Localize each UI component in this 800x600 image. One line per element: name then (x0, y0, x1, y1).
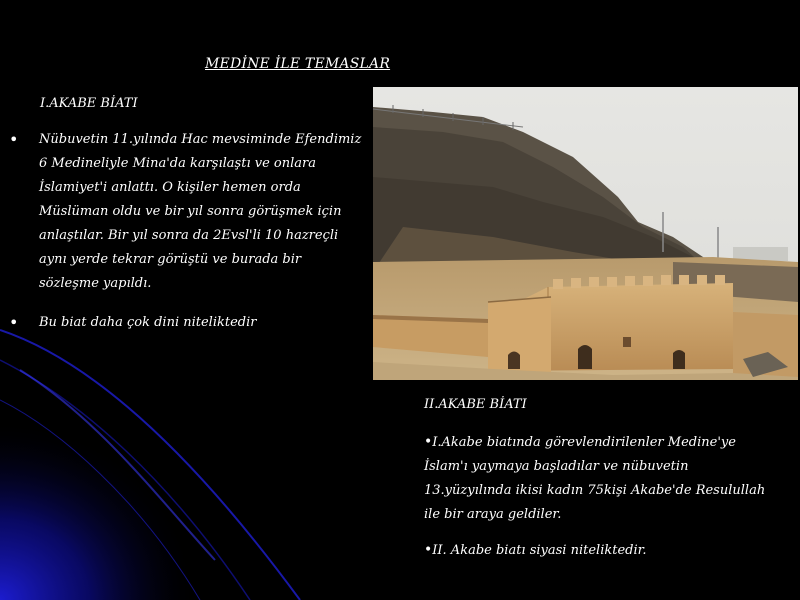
bullet-dot-icon: • (9, 130, 19, 149)
bullet-text: Nübuvetin 11.yılında Hac mevsiminde Efendimiz 6 Medineliyle Mina'da karşılaştı ve onlara İslamiyet'i anlattı. O kişiler hemen orda Müslüman oldu ve bir yıl sonra görüşmek için anlaştılar. Bir yıl sonra da 2Evsl'li 10 hazreçli aynı yerde tekrar görüştü ve burada bir sözleşme yapıldı. (39, 132, 362, 291)
section2-bullet-2 (424, 538, 779, 563)
bullet-text: I.Akabe biatında görevlendirilenler Medine'ye İslam'ı yaymaya başladılar ve nübuvetin 13.yüzyılında ikisi kadın 75kişi Akabe'de Resulullah ile bir araya geldiler. (424, 435, 766, 522)
photo-illustration (373, 87, 798, 380)
bullet-dot-icon: • (424, 434, 433, 450)
bullet-text: II. Akabe biatı siyasi niteliktedir. (432, 543, 647, 558)
bullet-text: Bu biat daha çok dini niteliktedir (39, 315, 257, 330)
section2-heading: II.AKABE BİATI (424, 397, 527, 412)
bullet-dot-icon: • (424, 542, 433, 558)
section1-bullet-1 (9, 128, 364, 296)
section2-bullet-1 (424, 430, 779, 527)
section1-bullet-2 (9, 311, 364, 335)
section1-heading: I.AKABE BİATI (40, 96, 138, 111)
bullet-dot-icon: • (9, 313, 19, 332)
historic-building-photo (373, 87, 798, 380)
slide-title: MEDİNE İLE TEMASLAR (205, 56, 391, 72)
